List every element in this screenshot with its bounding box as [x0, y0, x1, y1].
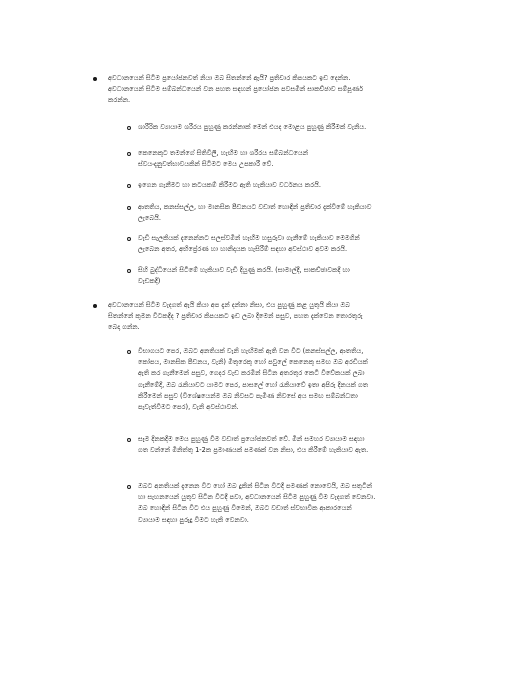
- section-2-item-line: හා සැහනයෙන් යුතුව සිටින විටදී පවා, අවධානයෙන් සිටීම පුහුණු වීම වැදගත් වෙනවා.: [138, 493, 376, 502]
- bullet-point: [93, 304, 97, 308]
- section-2-intro-line: සිතන්නේ කුමන විටකදීද ? ප්‍රතිචාර කිපයකට ඉඩ ලබා දීමෙන් පසුව, පහත දැක්වෙන තොරතුරු: [108, 312, 363, 321]
- section-2-item-line: ව්‍යායාම සඳහා පුරුදු වීමට හැකි වෙනවා.: [138, 515, 249, 524]
- section-1-item-line: ලැබෙයි.: [138, 214, 161, 223]
- section-2-item-line: ගත වන්නේ මිනිත්තු 1-2ක ප්‍රමාණයක් පමණක් වන නිසා, එය කිරීමේ හැකියාව ඇත.: [138, 446, 369, 455]
- section-1-item-line: වැඩකදී): [138, 277, 161, 286]
- section-2-item-line: ගැනීමේදී, ඔබ රැකියාවට යාමට පෙර, පාසලේ හෝ රැකියාවේ ඉතා අපිරු දිනයක් ගත: [138, 380, 369, 389]
- sub-bullet-point: [127, 485, 131, 489]
- section-1-intro-line: කරන්න.: [108, 96, 131, 105]
- section-2-item-line: ඔබට අනතියක් දැනෙන විට හෝ ඔබ දුකින් සිටින විටදී පමණක් නොවෙයි, ඔබ සතුටින්: [138, 482, 373, 490]
- sub-bullet-point: [127, 184, 131, 188]
- section-1-item-line: සිහි බුද්ධියෙන් සිටීමේ හැකියාව වැඩි දියුණු කරයි. (සාමාල්දී, සාකච්ඡාවකදී හා: [138, 266, 350, 274]
- section-2-item-line: සෑම දිනකදීම මෙය පුහුණු වීම වඩාත් ප්‍රයෝජනවත් වේ. මින් සමහර ව්‍යායාම සඳහා: [138, 435, 365, 443]
- section-1-item-line: ඉගෙන ගැනීමට හා කටයකම් කිරීමට ඇති හැකියාව වර්ධනය කරයි.: [138, 181, 321, 189]
- section-2-item-line: කිරීමෙන් පසුව (විශේෂයෙන්ම ඔබ නිවසට පැමිණ නිවසේ අය සමඟ සම්බන්ධතා: [138, 391, 358, 400]
- sub-bullet-point: [127, 206, 131, 210]
- section-1-item-line: ආතතිය, කනස්සල්ල, හා මානසික පීඩනයට වඩාත් හොඳින් ප්‍රතිචාර දැක්වීමේ හැකියාව: [138, 203, 372, 211]
- sub-bullet-point: [127, 438, 131, 442]
- section-2-intro-line: බෙදා ගන්න.: [108, 323, 140, 332]
- section-1-item-line: කෙනෙකුට තමන්ගේ සිතිවිලි, හැඟීම හා ශරීරය සම්බන්ධයෙන්: [138, 149, 309, 157]
- section-2-item-line: ඔබ හොඳින් සිටින විට එය පුහුණු වීමෙන්, ඔබට වඩාත් ස්වභාවික ආකාරයෙන්: [138, 504, 352, 513]
- section-2-item-line: පැවැත්වීමට පෙර), වැනි අවස්ථාවන්.: [138, 403, 239, 411]
- sub-bullet-point: [127, 126, 131, 130]
- section-1-item-line: ලැබෙන අතර, අභිප්‍රේරණ හා හානිදායක හැසිරීම් සඳහා අවස්ථාව අවම කරයි.: [138, 245, 348, 254]
- section-1-item-line: වැඩි සැලකියක් දැනෙන්නට සලස්වමින් හැඟීම හසුරුවා ගැනීමේ හැකියාව මෙමගින්: [138, 234, 360, 242]
- section-2-item-line: කෝපය, මානසික පීඩනය, වැනි) මිතුරෙකු හෝ පවුලේ කෙනෙකු සමඟ ඔබ අරඩියක්: [138, 358, 368, 367]
- sub-bullet-point: [127, 350, 131, 354]
- section-1-item-line: ස්වයංදැනුවත්භාවයකින් සිටීමට මෙය උපකාරී වේ.: [138, 160, 274, 169]
- section-1-intro-line: අවධානයෙන් සිටීම ප්‍රයෝජනවත් නියා ඔබ සිතන්නේ ඇයි? ප්‍රතිචාර කිපයකට ඉඩ දෙන්න.: [108, 74, 351, 82]
- section-2-intro-line: අවධානයෙන් සිටීම වැදගත් ඇයි කියා අප දැන් දන්නා නිසා, එය පුහුණු කළ යුතුයි කියා ඔබ: [108, 301, 350, 309]
- bullet-point: [93, 77, 97, 81]
- section-2-item-line: ඇති කර ගැනීමෙන් පසුව, ගෙදර වැඩ කරමින් සිටින අතරතුර කෙටි විවේකයක් ලබා: [138, 369, 365, 378]
- section-1-intro-line: අවධානයෙන් සිටීම සම්බන්ධයෙන් වන පහත සඳහන් ප්‍රයෝජන පවසමින් සාකච්ඡාව සම්පූර්ණ: [108, 85, 364, 94]
- section-2-item-line: විභාගයට පෙර, ඔබට අනතියක් වැනි හැඟීමක් ඇති වන විට (කනස්සල්ල, ආතතිය,: [138, 347, 364, 355]
- sub-bullet-point: [127, 237, 131, 241]
- sub-bullet-point: [127, 152, 131, 156]
- section-1-item-line: ශාරීරික ව්‍යායාම ශරීරය පුහුණු කරන්නාක් මෙන් එයද මොළය පුහුණු කිරීමක් වැනිය.: [138, 123, 367, 131]
- sub-bullet-point: [127, 269, 131, 273]
